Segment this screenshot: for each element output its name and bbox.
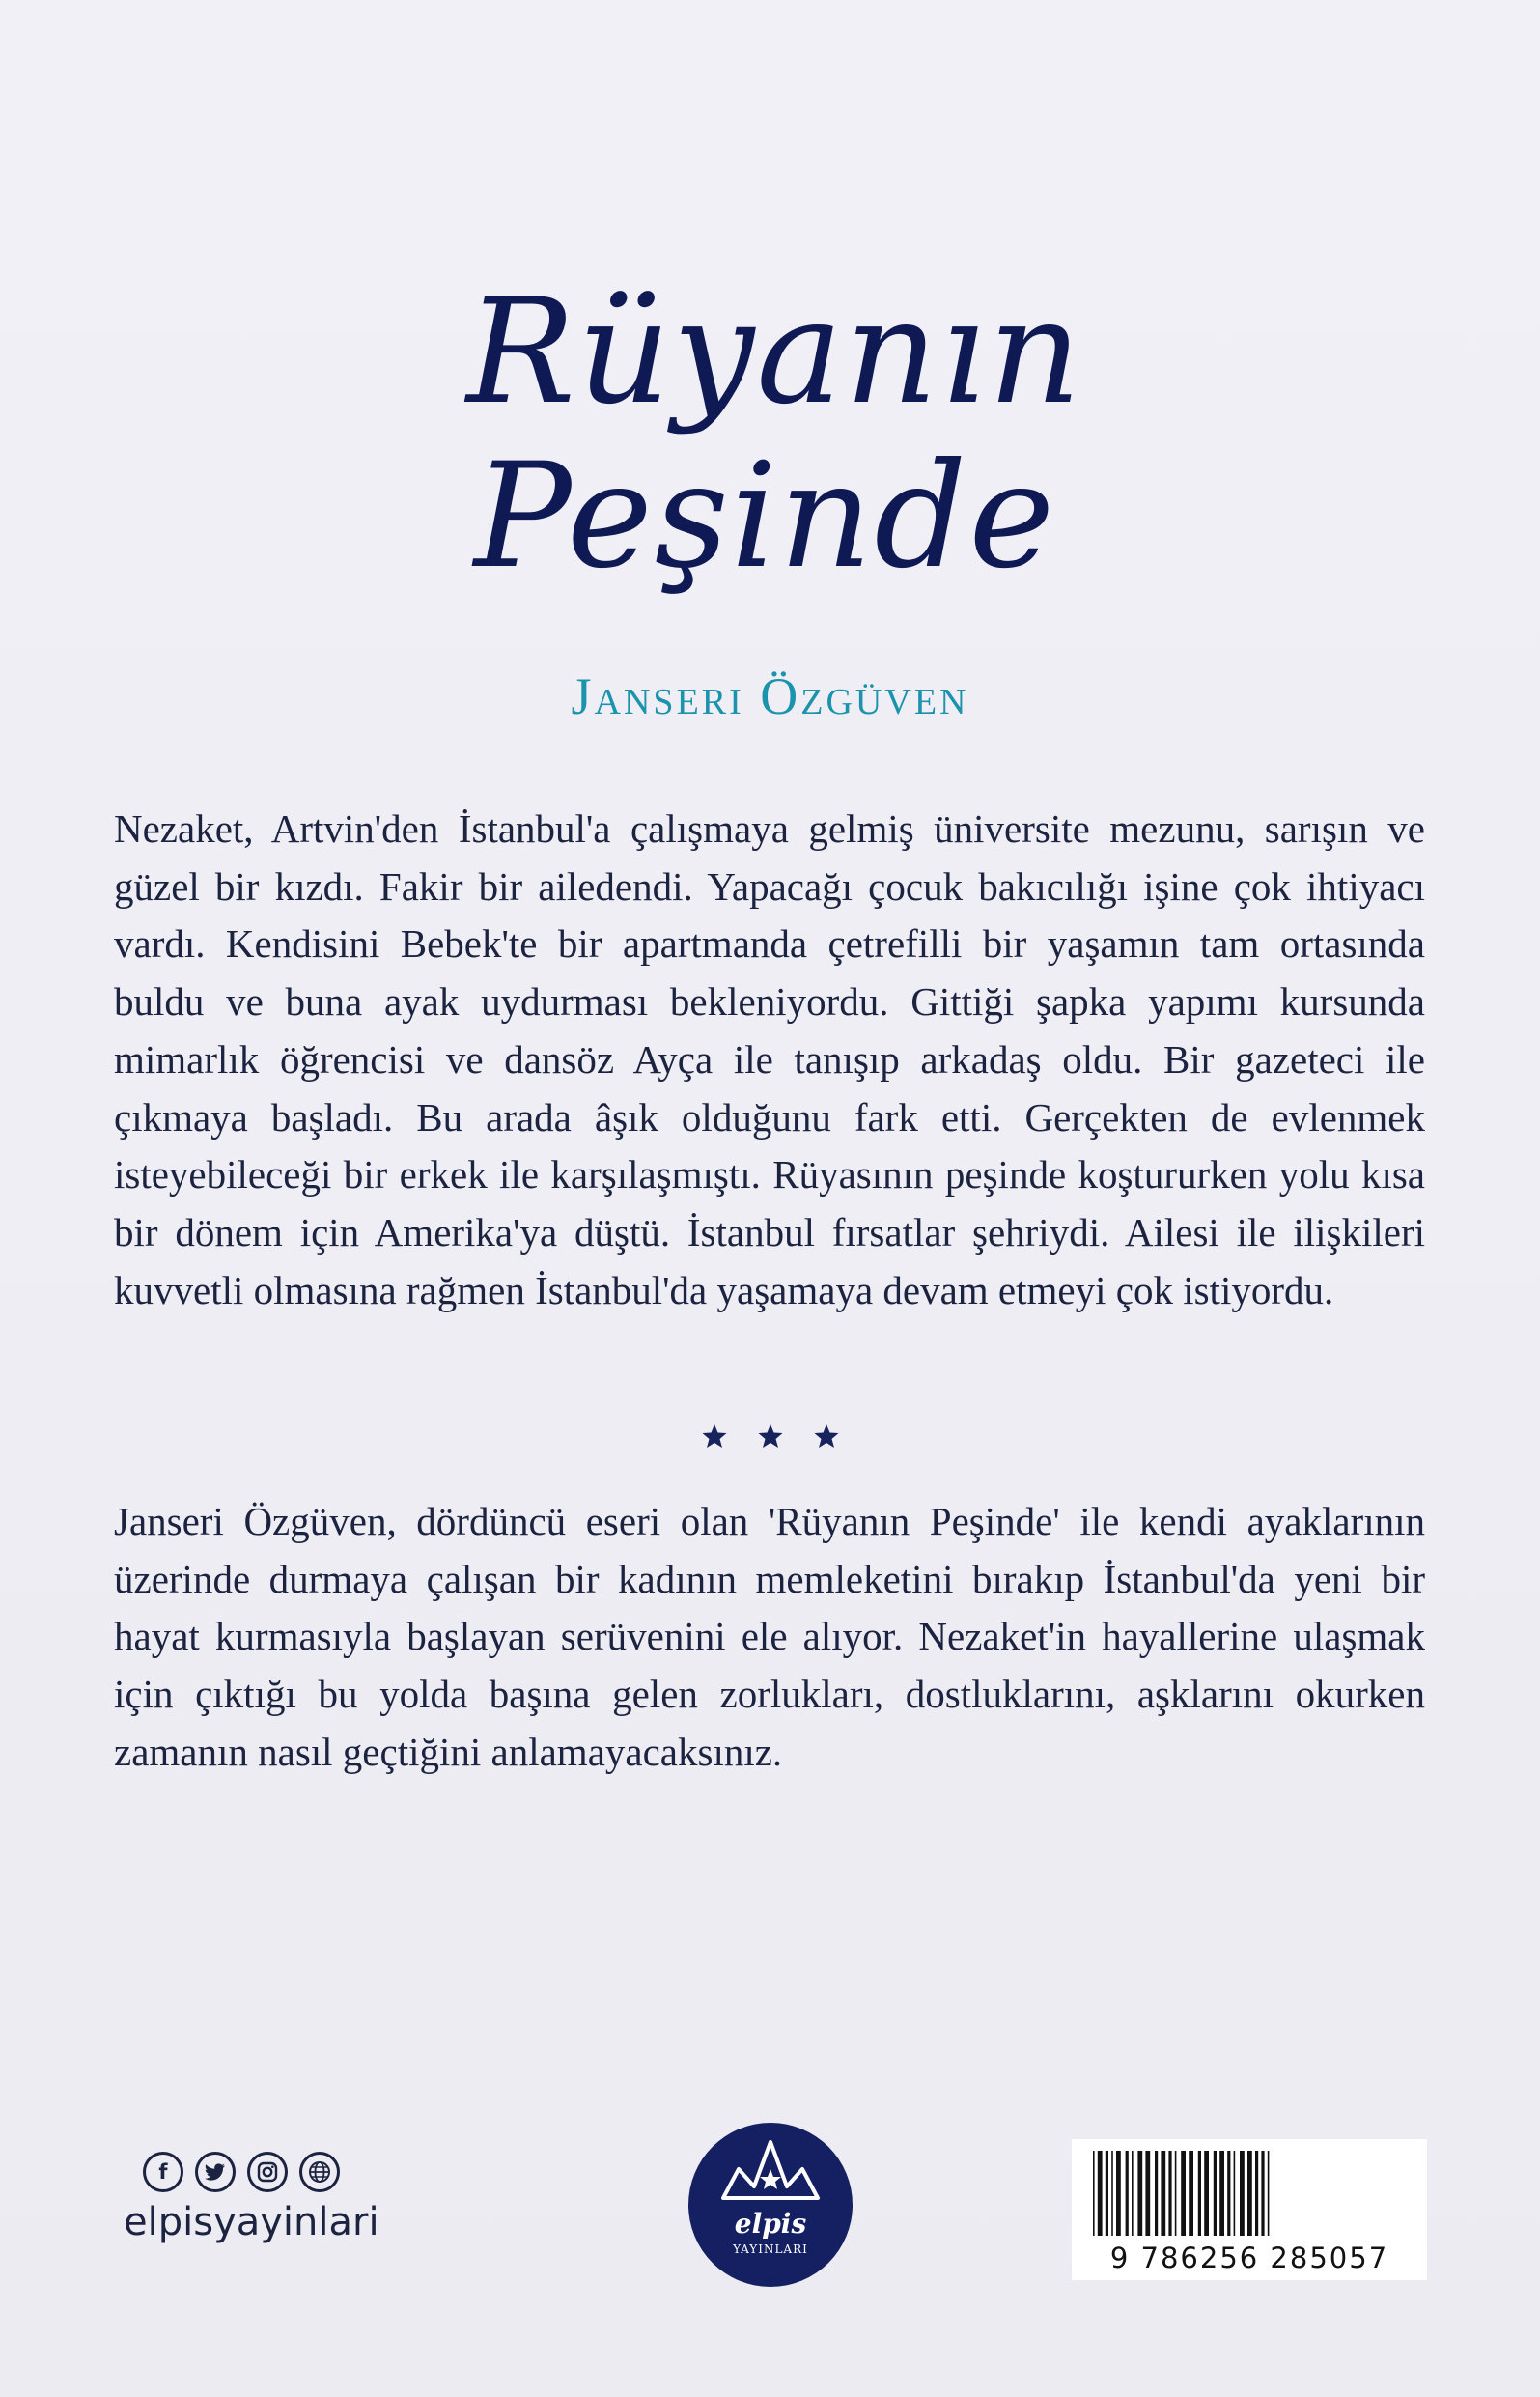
blurb-paragraph-1: Nezaket, Artvin'den İstanbul'a çalışmaya gelmiş üniversite mezunu, sarışın ve güzel bir kızdı. Fakir bir ailedendi. Yapacağı çocuk bakıcılığı işine çok ihtiyacı vardı. Kendisini Bebek'te bir apartmanda çetrefilli bir yaşamın tam ortasında buldu ve buna ayak uydurması bekleniyordu. Gittiği şapka yapımı kursunda mimarlık öğrencisi ve dansöz Ayça ile tanışıp arkadaş oldu. Bir gazeteci ile çıkmaya başladı. Bu arada âşık olduğunu fark etti. Gerçekten de evlenmek isteyebileceği bir erkek ile karşılaşmıştı. Rüyasının peşinde koştururken yolu kısa bir dönem için Amerika'ya düştü. İstanbul fırsatlar şehriydi. Ailesi ile ilişkileri kuvvetli olmasına rağmen İstanbul'da yaşamaya devam etmeyi çok istiyordu. — [114, 806, 1425, 1312]
social-handle[interactable]: elpisyayinlari — [124, 2200, 379, 2244]
web-icon[interactable] — [299, 2152, 340, 2192]
facebook-icon[interactable]: f — [143, 2152, 183, 2192]
author-name: Janseri Özgüven — [571, 667, 969, 725]
star-separator — [0, 1422, 1540, 1451]
star-icon — [700, 1422, 729, 1451]
blurb-paragraph-2: Janseri Özgüven, dördüncü eseri olan 'Rüyanın Peşinde' ile kendi ayaklarının üzerinde durmaya çalışan bir kadının memleketini bırakıp İstanbul'da yeni bir hayat kurmasıyla başlayan serüvenini ele alıyor. Nezaket'in hayallerine ulaşmak için çıktığı bu yolda başına gelen zorlukları, dostluklarını, aşklarını okurken zamanın nasıl geçtiğini anlamayacaksınız. — [114, 1499, 1425, 1774]
publisher-logo — [688, 2123, 853, 2287]
social-icons — [143, 2152, 379, 2192]
book-title — [0, 270, 1540, 599]
title-line-2: Peşinde — [473, 433, 1057, 601]
instagram-icon[interactable] — [247, 2152, 288, 2192]
social-block — [124, 2152, 379, 2244]
isbn-digits: 9 786256 285057 — [1109, 2242, 1389, 2274]
publisher-name: elpis — [734, 2208, 807, 2240]
star-icon — [812, 1422, 841, 1451]
publisher-subtitle: YAYINLARI — [733, 2242, 808, 2256]
twitter-icon[interactable] — [195, 2152, 236, 2192]
isbn-barcode — [1072, 2139, 1427, 2280]
star-icon — [756, 1422, 785, 1451]
crown-icon — [688, 2123, 853, 2210]
title-line-1: Rüyanın — [466, 268, 1083, 437]
